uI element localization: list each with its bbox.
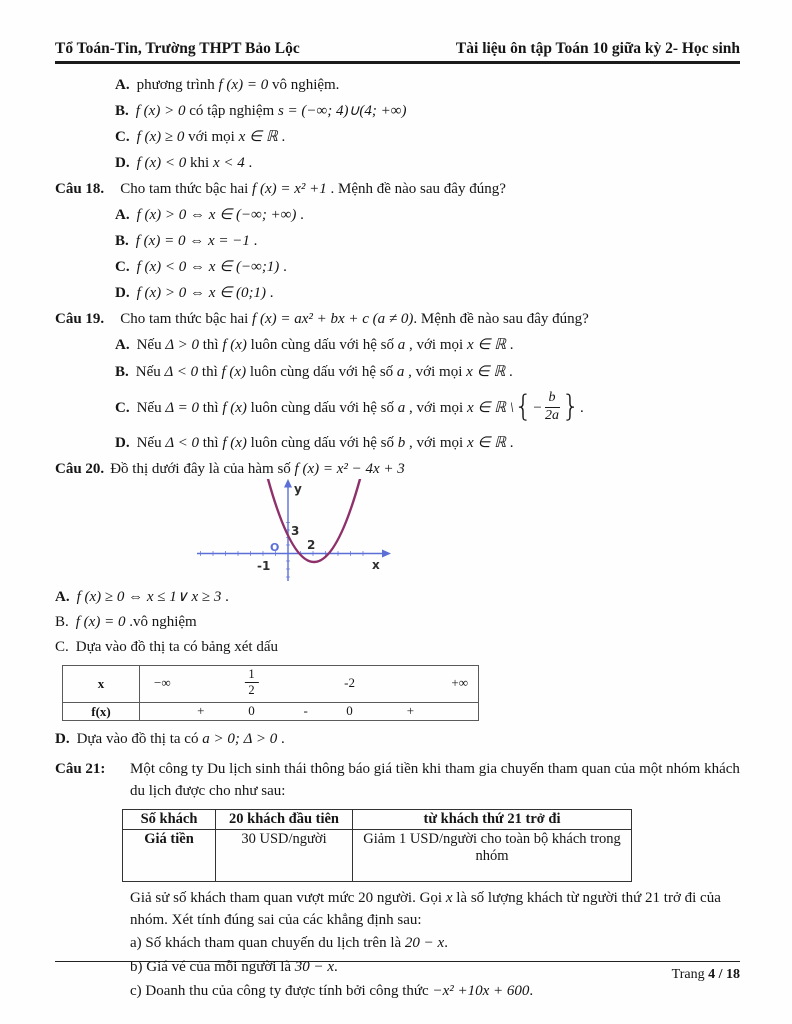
q20-option-a [55,585,740,610]
text-run: Δ > 0 [165,337,199,353]
q18-option-c [55,254,740,280]
text-run: , với mọi [405,400,467,416]
origin-label: O [270,541,280,554]
q20-option-d [55,726,740,752]
text-run: x ∈ ℝ \ [466,400,514,416]
fraction-numerator: 1 [244,668,258,683]
question-text [120,311,589,327]
q17-option-a [55,72,740,98]
sign-table [62,665,479,721]
text-run: , với mọi [405,337,467,353]
option-marker: C. [115,129,130,145]
table-header-cell: từ khách thứ 21 trở đi [353,810,632,830]
text-run: x ∈ ℝ [466,435,507,451]
text-run: Dựa vào đồ thị ta có bảng xét dấu [75,639,279,655]
q19-heading [55,306,740,332]
text-run: Nếu [135,364,165,380]
q18-option-b [55,228,740,254]
option-marker: C. [55,639,69,655]
sign-value: + [406,703,415,718]
minus-sign: − [532,400,543,416]
text-run: , với mọi [405,435,467,451]
sign-value: - [303,703,308,718]
q18-heading [55,176,740,202]
text-run: f (x) < 0 ⇔ x ∈ (−∞;1) [136,259,280,275]
text-run: f (x) ≥ 0 [136,129,185,145]
option-text [76,639,278,655]
sign-table-row-fx [63,702,478,720]
text-run: . [266,285,274,301]
q19-option-d [55,430,740,457]
text-run: . Mệnh đề nào sau đây đúng? [326,181,506,197]
sign-table-row-x [63,666,478,702]
x-value-neg2: -2 [344,675,355,690]
question-label: Câu 19. [55,311,105,327]
x-tick-neg1-label: -1 [257,559,271,573]
q21-item-a [55,931,740,955]
text-run: .vô nghiệm [125,614,197,630]
sign-value: 0 [248,703,255,718]
table-header-cell: 20 khách đầu tiên [216,810,353,830]
text-run: . [277,731,285,747]
text-run: . [529,983,534,999]
neg-infinity: −∞ [154,675,171,690]
sign-value: + [197,703,205,718]
text-run: f (x) = x² +1 [252,181,327,197]
option-marker: D. [115,155,130,171]
text-run: a [397,337,406,353]
text-run: thì [199,400,223,416]
text-run: s = (−∞; 4)∪(4; +∞) [277,103,407,119]
option-text [137,77,340,93]
text-run: thì [199,337,223,353]
text-run: luôn cùng dấu với hệ số [246,435,398,451]
text-run: Cho tam thức bậc hai [120,311,253,327]
fraction-numerator: b [545,391,560,408]
option-marker: A. [115,77,130,93]
text-run: f (x) [222,400,247,416]
text-run: phương trình [136,77,219,93]
text-run: . [249,233,258,249]
text-run: f (x) ≥ 0 ⇔ x ≤ 1∨ x ≥ 3 [76,589,222,605]
x-value-half [242,669,260,698]
text-run: Cho tam thức bậc hai [120,181,253,197]
axis-ticks [201,523,364,578]
page-number-value: 4 / 18 [708,967,740,982]
text-run: x < 4 [212,155,245,171]
option-marker: C. [115,400,130,416]
text-run: Nếu [136,337,166,353]
option-marker: B. [115,233,129,249]
option-marker: A. [115,207,130,223]
text-run: Giả sử số khách tham quan vượt mức 20 người. Gọi [130,890,446,906]
text-run: 20 − x [404,935,445,951]
text-run: a [397,400,406,416]
option-text [137,435,514,451]
text-run: . [505,364,513,380]
text-run: x ∈ ℝ [466,337,507,353]
text-run: Δ < 0 [164,364,199,380]
text-run: Δ = 0 [165,400,199,416]
q20-option-b [55,610,740,635]
text-run: khi [186,155,213,171]
option-text [137,259,287,275]
question-text [120,181,506,197]
q19-option-b [55,359,740,386]
text-run: 30 − x [294,959,335,975]
text-run: c) Doanh thu của công ty được tính bởi công thức [130,983,433,999]
parabola-graph [195,479,395,583]
text-run: f (x) > 0 ⇔ x ∈ (−∞; +∞) [136,207,297,223]
option-text [77,731,285,747]
right-brace: } [561,389,580,424]
option-text [137,285,274,301]
text-run: Một công ty Du lịch sinh thái thông báo giá tiền khi tham gia chuyến tham quan của một nhóm khách du lịch được cho như sau: [130,761,740,799]
table-cell: Giảm 1 USD/người cho toàn bộ khách trong nhóm [353,830,632,882]
q19-option-a [55,332,740,359]
option-marker: D. [115,285,130,301]
text-run: luôn cùng dấu với hệ số [246,364,397,380]
header-left-title: Tổ Toán-Tin, Trường THPT Bảo Lộc [55,40,300,57]
sign-table-header-x: x [63,666,140,702]
pos-infinity: +∞ [451,675,468,690]
text-run: f (x) = 0 [218,77,269,93]
sign-table-header-fx: f(x) [63,703,140,720]
q18-option-d [55,280,740,306]
option-text [136,364,513,380]
text-run: f (x) [222,337,247,353]
text-run: luôn cùng dấu với hệ số [246,400,398,416]
text-run: b) Giá vé của mỗi người là [130,959,295,975]
text-run: f (x) = ax² + bx + c (a ≠ 0) [252,311,414,327]
page-number-label: Trang [671,967,705,982]
text-run: x ∈ ℝ [466,364,506,380]
page-header [55,0,740,64]
option-text [137,337,514,353]
question-label: Câu 18. [55,181,105,197]
table-header-cell: Số khách [123,810,216,830]
text-run: f (x) < 0 [136,155,187,171]
text-run: . [334,959,338,975]
option-text [136,103,407,119]
text-run: với mọi [184,129,239,145]
x-axis-arrow [382,550,391,558]
table-row-header-cell: Giá tiền [123,830,216,882]
text-run: Dựa vào đồ thị ta có [76,731,203,747]
fraction-denominator: 2 [248,683,255,698]
price-table-data-row [123,830,632,882]
y-axis-label: y [294,482,302,496]
text-run: luôn cùng dấu với hệ số [246,337,398,353]
page-number [55,962,740,983]
text-run: a [396,364,405,380]
header-right-title: Tài liệu ôn tập Toán 10 giữa kỳ 2- Học sinh [455,40,740,57]
text-run: f (x) = 0 ⇔ x = −1 [135,233,250,249]
option-marker: A. [115,337,130,353]
table-cell: 30 USD/người [216,830,353,882]
q20-option-c [55,635,740,660]
text-run: . [296,207,304,223]
text-run: x [445,890,453,906]
text-run: f (x) = 0 [75,614,126,630]
q18-option-a [55,202,740,228]
text-run: −x² +10x + 600 [432,983,530,999]
question-label: Câu 20. [55,461,105,477]
option-text [137,400,514,416]
question-label: Câu 21: [55,761,106,777]
q17-option-c [55,124,740,150]
text-run: . [279,259,287,275]
parabola-figure [195,479,395,583]
text-run: a) Số khách tham quan chuyến du lịch trên là [130,935,405,951]
q19-option-c [55,386,740,430]
text-run: . [506,435,514,451]
q20-options [55,585,740,752]
text-run: . [221,589,229,605]
text-run: . [277,129,286,145]
q17-option-b [55,98,740,124]
fraction-denominator: 2a [545,408,560,424]
fraction-b-over-2a [545,391,560,423]
text-run: f (x) [221,364,247,380]
option-marker: B. [55,614,69,630]
text-run: x ∈ ℝ [238,129,278,145]
option-marker: D. [115,435,130,451]
text-run: thì [199,435,223,451]
y-intercept-label: 3 [291,524,300,538]
page-content [0,64,792,1003]
option-marker: A. [55,589,70,605]
sign-value: 0 [346,703,353,718]
period: . [580,400,584,416]
option-text [137,155,253,171]
fraction-one-half [244,668,258,697]
q17-option-d [55,150,740,176]
text-run: là số lượng khách từ người thứ 21 trở đi của nhóm. Xét tính đúng sai của các khẳng định sau: [130,890,721,928]
option-marker: D. [55,731,70,747]
text-run: f (x) > 0 ⇔ x ∈ (0;1) [136,285,266,301]
text-run: f (x) [222,435,247,451]
question-text [130,758,740,802]
text-run: f (x) > 0 [135,103,186,119]
text-run: . [506,337,514,353]
price-table [122,809,632,882]
text-run: , với mọi [404,364,467,380]
q21-paragraph [55,887,740,931]
graph-labels [257,482,380,573]
text-run: a > 0; Δ > 0 [202,731,278,747]
sign-table-x-values [140,666,478,702]
option-marker: B. [115,103,129,119]
text-run: . [444,935,448,951]
text-run: có tập nghiệm [185,103,278,119]
text-run: . Mệnh đề nào sau đây đúng? [413,311,589,327]
y-axis-arrow [284,479,292,488]
option-text [77,589,229,605]
text-run: thì [198,364,222,380]
option-text [136,233,258,249]
left-brace: { [513,389,533,424]
x-tick-2-label: 2 [307,538,316,552]
option-marker: B. [115,364,129,380]
text-run: vô nghiệm. [268,77,340,93]
text-run: Δ < 0 [165,435,199,451]
page-footer [55,961,740,983]
text-run: Nếu [136,400,166,416]
x-axis-label: x [372,558,380,572]
text-run: b [397,435,406,451]
price-table-header-row [123,810,632,830]
option-text [76,614,197,630]
sign-table-signs [140,703,478,720]
text-run: f (x) = x² − 4x + 3 [294,461,405,477]
text-run: Nếu [136,435,166,451]
q21-heading [55,758,740,802]
text-run: . [244,155,253,171]
option-text [137,207,304,223]
text-run: Đồ thị dưới đây là của hàm số [110,461,295,477]
option-text [137,129,286,145]
option-marker: C. [115,259,130,275]
question-text [110,461,405,477]
q20-heading [55,457,740,483]
